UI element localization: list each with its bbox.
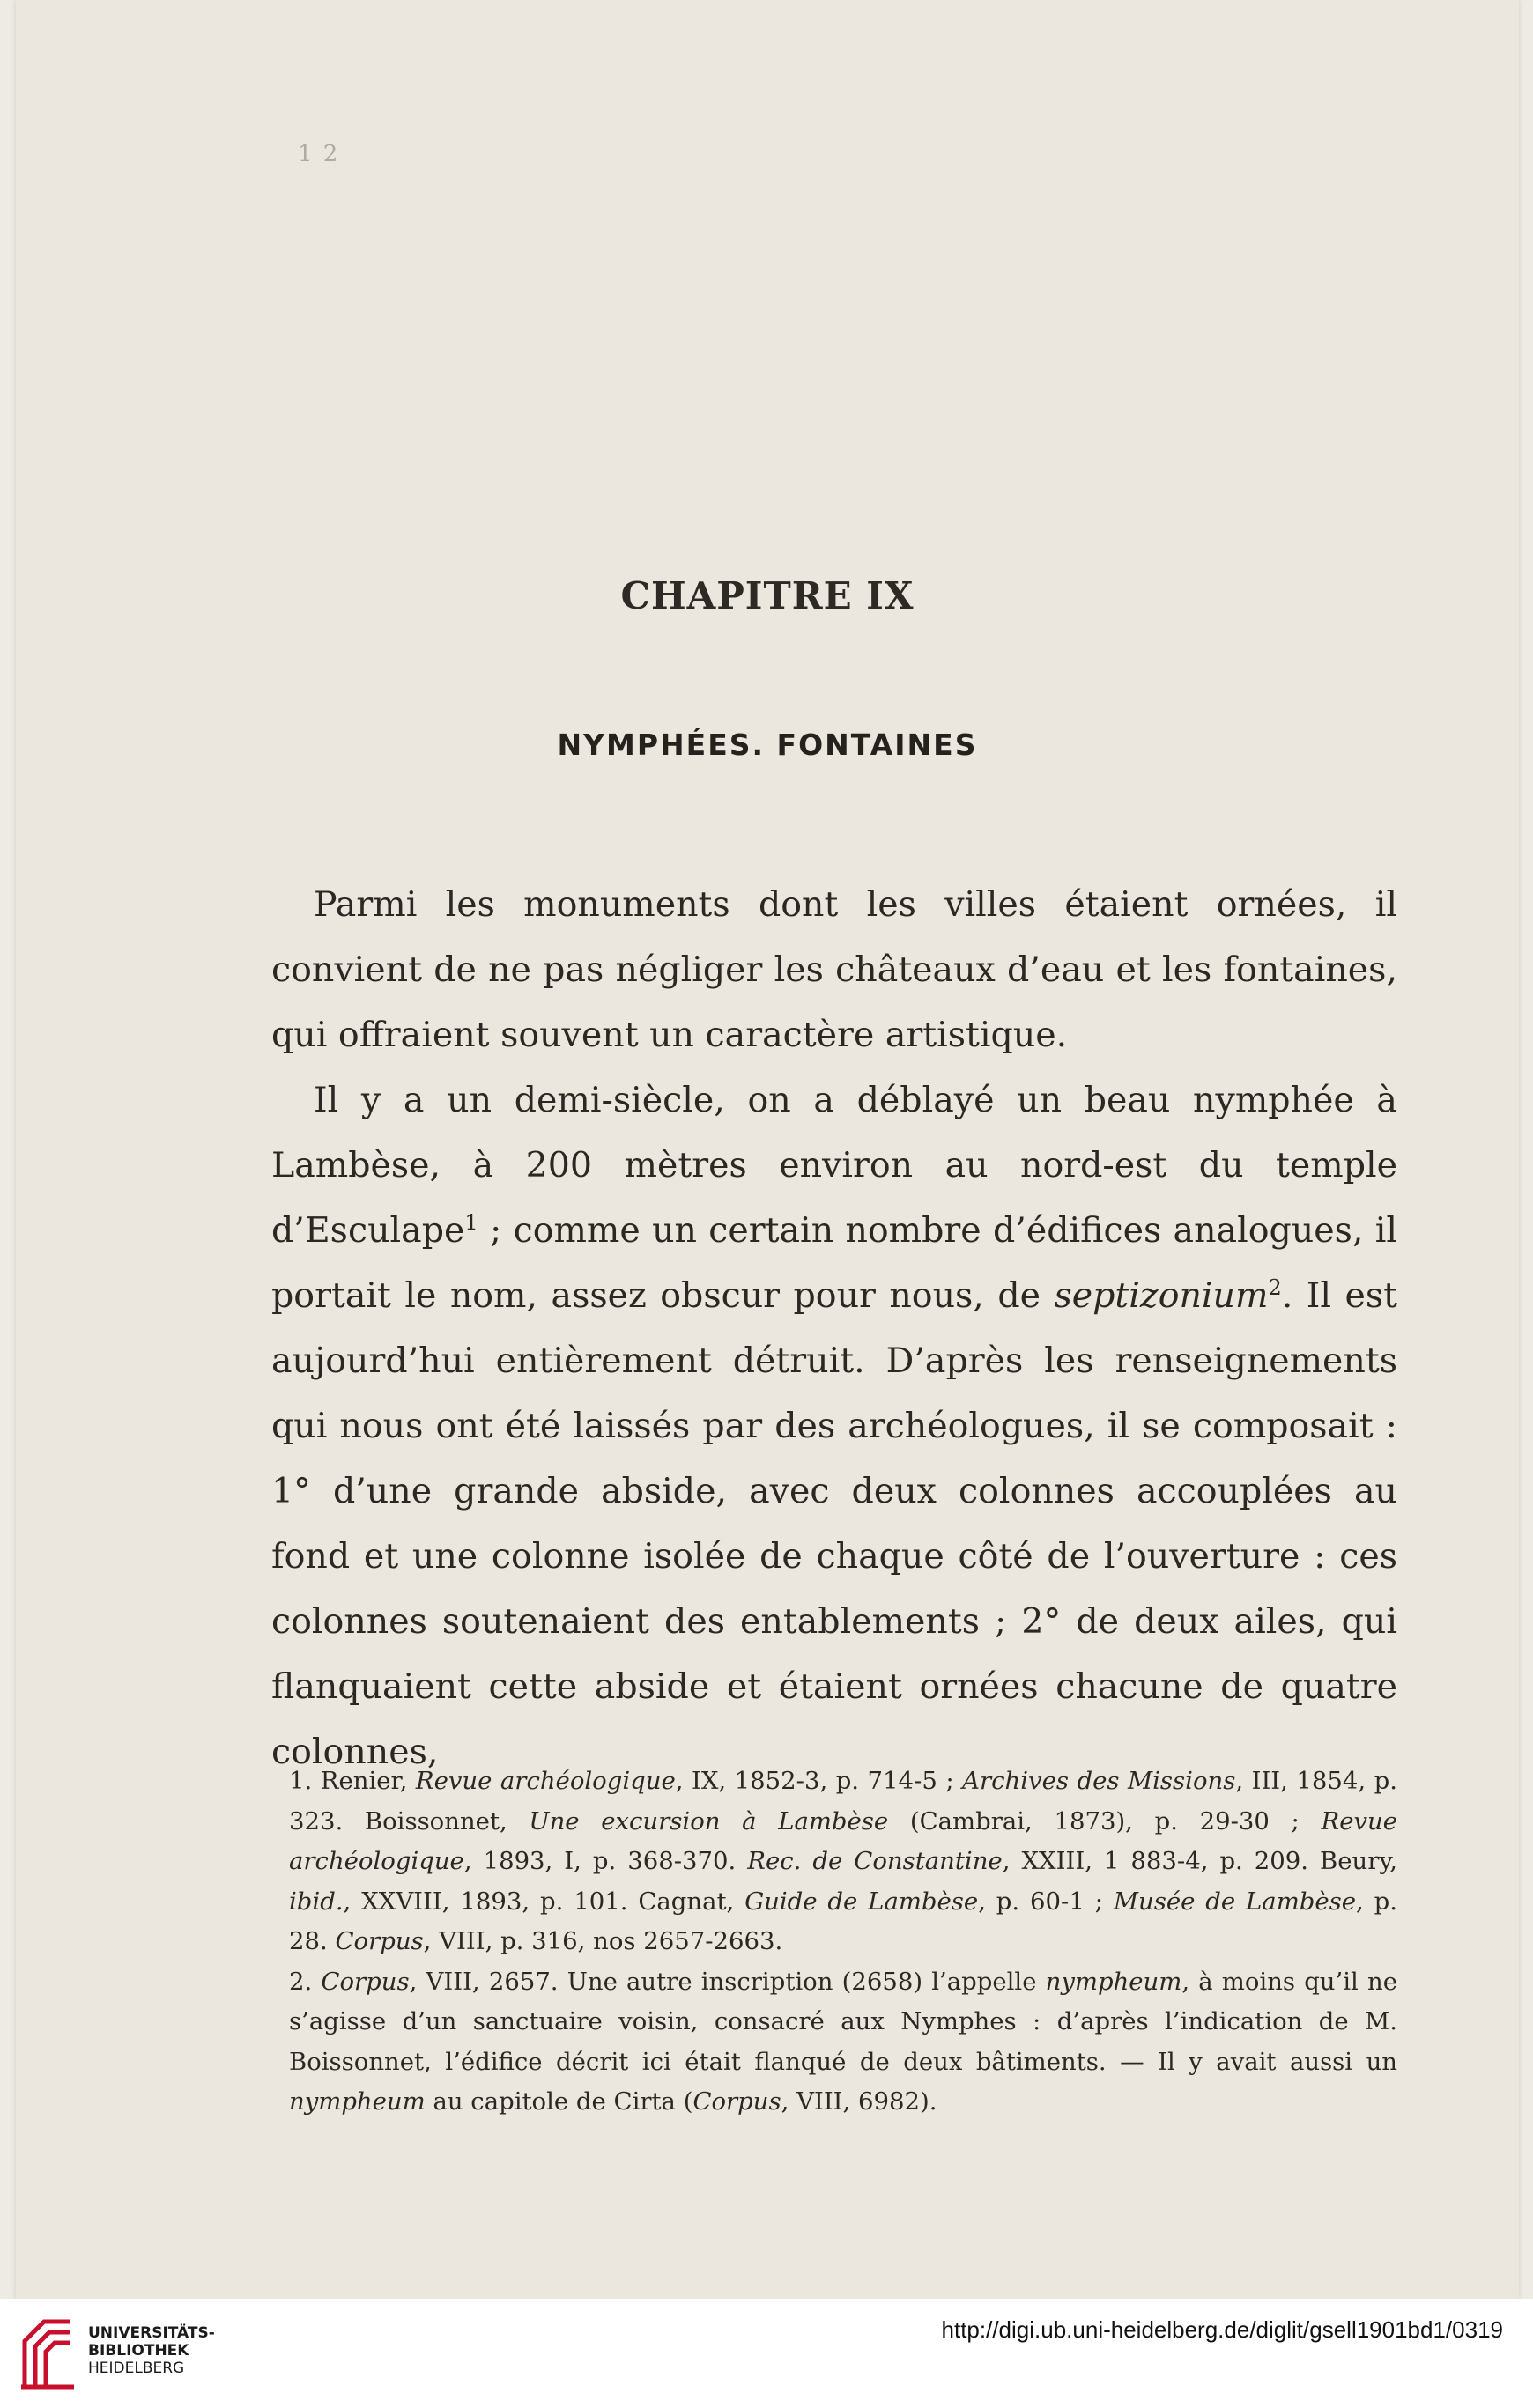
footnote-1-text-c: , IX, 1852-3, p. 714-5 ; [675, 1767, 963, 1795]
paragraph-2-part-a: Il y a un demi-siècle, on a déblayé un beau nymphée à Lambèse, à 200 mètres environ au nord-est du temple d’Esculape [271, 1080, 1397, 1251]
section-title: NYMPHÉES. FONTAINES [557, 728, 978, 762]
paragraph-2-italic: septizonium [1054, 1275, 1269, 1316]
footnote-1-italic-f: Une excursion à Lambèse [529, 1806, 889, 1836]
footnote-2-text-d: , à moins qu’il ne s’agisse d’un sanctuaire voisin, consacré aux Nymphes : d’après l’indication de M. Boissonnet, l’édifice décrit ici était flanqué de deux bâtiments. — Il y avait aussi un [289, 1967, 1397, 2076]
footnote-2-text-b: , VIII, 2657. Une autre inscription (2658) l’appelle [409, 1967, 1046, 1996]
footnote-1-italic-b: Revue archéologique [415, 1767, 676, 1795]
footnote-2-italic-e: nympheum [289, 2087, 426, 2116]
body-text [271, 872, 1397, 1784]
footnote-2-number: 2. [289, 1967, 322, 1996]
footnote-2-italic-a: Corpus [321, 1967, 410, 1996]
footnote-2 [289, 1962, 1397, 2123]
footnote-1-text-g: (Cambrai, 1873), p. 29-30 ; [888, 1806, 1322, 1836]
footnote-1-italic-l: ibid. [289, 1887, 344, 1916]
footnote-ref-1[interactable]: 1 [464, 1209, 478, 1235]
footnote-1-italic-d: Archives des Missions [962, 1767, 1236, 1795]
chapter-title: CHAPITRE IX [620, 574, 915, 617]
library-name [88, 2324, 215, 2377]
footnote-1-italic-j: Rec. de Constantine [747, 1847, 1003, 1875]
footnotes [289, 1762, 1397, 2123]
footnote-2-italic-g: Corpus [692, 2087, 781, 2116]
library-name-line-2: BIBLIOTHEK [88, 2342, 189, 2360]
library-logo-icon[interactable] [18, 2315, 78, 2390]
viewer-footer [0, 2299, 1533, 2408]
corner-mark: 1 2 [298, 141, 340, 167]
footnote-1-italic-h: Revue archéologique [289, 1806, 1398, 1875]
library-name-line-3: HEIDELBERG [88, 2360, 185, 2377]
footnote-1 [289, 1762, 1397, 1962]
library-name-line-1: UNIVERSITÄTS- [88, 2324, 215, 2342]
footnote-2-text-f: au capitole de Cirta ( [425, 2087, 693, 2116]
footnote-1-number: 1. [289, 1767, 321, 1795]
footnote-1-text-a: Renier, [320, 1767, 416, 1795]
footnote-1-text-q: , p. 28. [289, 1887, 1398, 1955]
footnote-1-text-m: , XXVIII, 1893, p. 101. Cagnat, [343, 1887, 745, 1916]
footnote-1-text-s: , VIII, p. 316, nos 2657-2663. [423, 1927, 783, 1955]
footnote-1-italic-p: Musée de Lambèse [1113, 1887, 1357, 1916]
footnote-1-italic-r: Corpus [335, 1927, 424, 1955]
footnote-1-text-e: , III, 1854, p. 323. Boissonnet, [289, 1767, 1397, 1836]
footnote-1-text-i: , 1893, I, p. 368-370. [463, 1847, 748, 1875]
footnote-1-italic-n: Guide de Lambèse [744, 1887, 979, 1916]
footnote-1-text-k: , XXIII, 1 883-4, p. 209. Beury, [1002, 1847, 1398, 1875]
footnote-1-text-o: , p. 60-1 ; [978, 1887, 1114, 1916]
footnote-ref-2[interactable]: 2 [1268, 1274, 1282, 1300]
paragraph-2-part-c: . Il est aujourd’hui entièrement détruit. D’après les renseignements qui nous ont été laissés par des archéologues, il se composait : 1° d’une grande abside, avec deux colonnes accouplées au fond et une colonne isolée de chaque côté de l’ouverture : ces colonnes soutenaient des entablements ; 2° de deux ailes, qui flanquaient cette abside et étaient ornées chacune de quatre colonnes, [271, 1275, 1397, 1772]
paragraph-2-part-b: ; comme un certain nombre d’édifices analogues, il portait le nom, assez obscur pour nous, de [271, 1210, 1397, 1316]
footnote-2-italic-c: nympheum [1045, 1967, 1182, 1996]
paragraph-1: Parmi les monuments dont les villes étaient ornées, il convient de ne pas négliger les châteaux d’eau et les fontaines, qui offraient souvent un caractère artistique. [271, 884, 1397, 1055]
permalink-url[interactable]: http://digi.ub.uni-heidelberg.de/diglit/gsell1901bd1/0319 [941, 2316, 1503, 2343]
paragraph-2 [271, 1067, 1397, 1784]
footnote-2-text-h: , VIII, 6982). [781, 2087, 937, 2116]
